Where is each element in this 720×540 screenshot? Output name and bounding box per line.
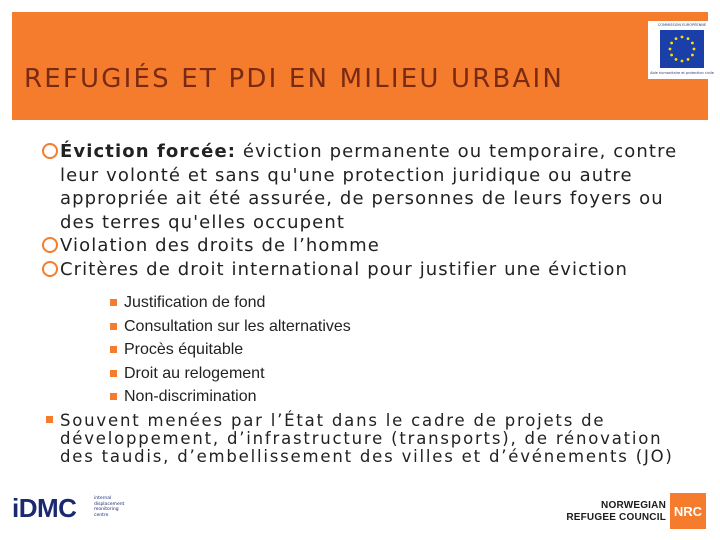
bullet-forced-eviction: [44, 140, 704, 234]
eu-logo-top-text: COMMISSION EUROPÉENNE: [657, 23, 707, 27]
nrc-line-2: REFUGEE COUNCIL: [566, 512, 666, 523]
circle-bullet-icon: [42, 261, 58, 277]
square-bullet-icon: [110, 323, 117, 330]
criteria-sublist: [110, 291, 704, 409]
idmc-wordmark: iDMC: [12, 493, 77, 523]
idmc-line: displacement: [94, 501, 125, 507]
bullet-criteria: [44, 258, 704, 282]
sub-bullet-text: Non-discrimination: [124, 388, 257, 405]
bullet-text: éviction permanente ou temporaire, contre leur volonté et sans qu'une protection juridique ou autre appropriée ait été assurée, de personnes de leurs foyers ou des terres qu'elles occupent: [60, 141, 678, 233]
idmc-line: internal: [94, 496, 112, 501]
idmc-line: centre: [94, 512, 109, 518]
nrc-logo: NRC: [670, 493, 706, 529]
circle-bullet-icon: [42, 143, 58, 159]
sub-bullet-text: Procès équitable: [124, 341, 244, 358]
sub-bullet-item: [110, 338, 704, 362]
bullet-text: Critères de droit international pour justifier une éviction: [60, 258, 628, 280]
square-bullet-icon: [110, 393, 117, 400]
title-banner: [12, 12, 714, 120]
square-bullet-icon: [110, 370, 117, 377]
square-bullet-icon: [46, 416, 53, 423]
square-bullet-icon: [110, 299, 117, 306]
idmc-subtitle: [94, 496, 154, 518]
bullet-text: Violation des droits de l’homme: [60, 235, 380, 256]
sub-bullet-item: [110, 385, 704, 409]
circle-bullet-icon: [42, 237, 58, 253]
square-bullet-icon: [110, 346, 117, 353]
idmc-line: monitoring: [94, 507, 119, 512]
bullet-text: Souvent menées par l’État dans le cadre de projets de développement, d’infrastructure (transports), de rénovation des taudis, d’embellissement des villes et d’événements (JO): [60, 410, 674, 466]
slide-content: [44, 140, 704, 466]
sub-bullet-text: Consultation sur les alternatives: [124, 317, 351, 335]
eu-logo-bottom-text: Aide humanitaire et protection civile: [650, 71, 714, 75]
sub-bullet-item: [110, 362, 704, 386]
sub-bullet-item: [110, 315, 704, 339]
slide-title: REFUGIÉS ET PDI EN MILIEU URBAIN: [24, 64, 565, 94]
eu-logo: [648, 21, 716, 79]
eu-flag-icon: [660, 30, 704, 68]
bullet-term: Éviction forcée:: [60, 141, 237, 162]
sub-bullet-text: Justification de fond: [124, 294, 266, 311]
sub-bullet-item: [110, 291, 704, 315]
sub-bullet-text: Droit au relogement: [124, 364, 265, 382]
bullet-human-rights: [44, 234, 704, 258]
nrc-line-1: NORWEGIAN: [601, 500, 666, 511]
nrc-name: [560, 500, 666, 524]
bullet-context: [44, 412, 704, 466]
